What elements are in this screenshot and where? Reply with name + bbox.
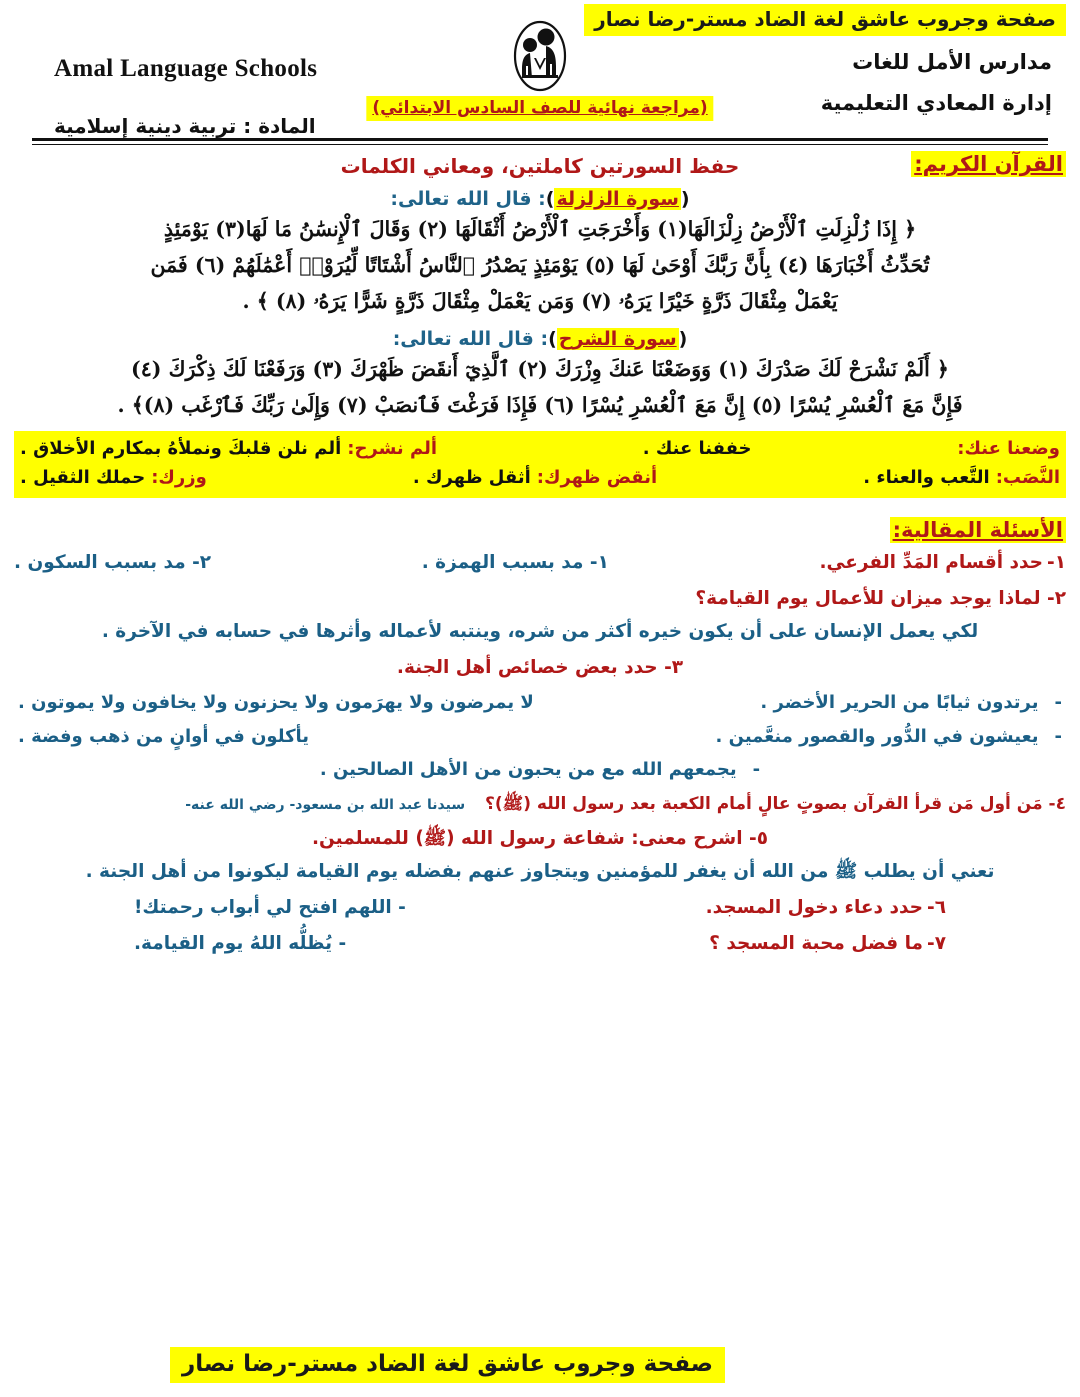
surah-name-sharh: سورة الشرح: [558, 327, 677, 350]
surah-sharh-text: [14, 352, 1066, 424]
question-text: حدد دعاء دخول المسجد.: [705, 897, 924, 919]
meaning-def: حملك الثقيل .: [20, 467, 146, 489]
directorate-name: إدارة المعادي التعليمية: [820, 90, 1052, 115]
quran-line: تُحَدِّثُ أَخْبَارَهَا (٤) بِأَنَّ رَبَّكَ أَوْحَىٰ لَهَا (٥) يَوْمَئِذٍ يَصْدُرُ ٱلنَّاسُ أَشْتَاتًا لِّيُرَوْا۟ أَعْمَٰلَهُمْ (٦) فَمَن: [150, 252, 930, 277]
answer-6-text: - اللهم افتح لي أبواب رحمتك!: [134, 897, 406, 919]
bullet-text-secondary: لا يمرضون ولا يهرَمون ولا يحزنون ولا يخافون ولا يموتون .: [18, 691, 534, 713]
meaning-word: النَّصَب:: [995, 467, 1060, 489]
question-number: ٢-: [1047, 587, 1066, 609]
meaning-def: أثقل ظهرك .: [412, 467, 531, 489]
question-6-row: [14, 894, 1066, 923]
bullet-dash-icon: -: [1054, 725, 1062, 747]
quran-line: ﴿ أَلَمْ نَشْرَحْ لَكَ صَدْرَكَ (١) وَوَضَعْنَا عَنكَ وِزْرَكَ (٢) ٱلَّذِيٓ أَنقَضَ ظَهْرَكَ (٣) وَرَفَعْنَا لَكَ ذِكْرَكَ (٤): [131, 356, 949, 381]
meaning-def: ألم نلن قلبكَ ونملأهُ بمكارم الأخلاق .: [20, 438, 342, 460]
header-right-block: [821, 42, 1052, 124]
meaning-def: التَّعب والعناء .: [863, 467, 990, 489]
quran-line: فَإِنَّ مَعَ ٱلْعُسْرِ يُسْرًا (٥) إِنَّ مَعَ ٱلْعُسْرِ يُسْرًا (٦) فَإِذَا فَرَغْتَ فَٱنصَبْ (٧) وَإِلَىٰ رَبِّكَ فَٱرْغَب (٨)﴾ .: [117, 392, 963, 417]
surah-zalzalah-text: [14, 212, 1066, 320]
header-left-block: [54, 44, 317, 146]
question-text: حدد بعض خصائص أهل الجنة.: [396, 656, 658, 678]
bullet-text: يرتدون ثيابًا من الحرير الأخضر .: [760, 691, 1039, 713]
essay-section-title-text: الأسئلة المقالية:: [890, 517, 1066, 543]
quran-task-line: حفظ السورتين كاملتين، ومعاني الكلمات: [340, 154, 740, 178]
surah-name-zalzalah: سورة الزلزلة: [556, 188, 679, 210]
surah-said-sharh: قال الله تعالى:: [392, 327, 534, 350]
question-number: ٣-: [664, 656, 684, 678]
meaning-word: وضعنا عنك:: [957, 438, 1060, 460]
essay-questions-section: [14, 518, 1066, 958]
question-number: ٥-: [749, 827, 769, 849]
question-1-row: [14, 549, 1066, 578]
meanings-row: [20, 464, 1060, 493]
bullet-text-secondary: يأكلون في أوانٍ من ذهب وفضة .: [18, 725, 310, 747]
surah-heading-sharh: (سورة الشرح): قال الله تعالى:: [392, 327, 688, 350]
surah-heading-zalzalah: (سورة الزلزلة): قال الله تعالى:: [390, 188, 690, 210]
meanings-row: [20, 435, 1060, 464]
question-text: ما فضل محبة المسجد ؟: [709, 932, 924, 954]
answer-7-text: - يُظلُّه اللهُ يوم القيامة.: [134, 932, 347, 954]
word-meanings-block: [14, 431, 1066, 498]
answer-3-bullet: [14, 756, 1066, 784]
top-watermark-banner: صفحة وجروب عاشق لغة الضاد مستر-رضا نصار: [584, 4, 1066, 36]
answer-5-block: تعني أن يطلب ﷺ من الله أن يغفر للمؤمنين ويتجاوز عنهم بفضله يوم القيامة ليكونوا من أهل الجنة .: [85, 861, 995, 883]
meaning-word: أنقض ظهرك:: [536, 467, 658, 489]
question-number: ١-: [1047, 551, 1066, 573]
question-number: ٦-: [927, 897, 946, 919]
bullet-text: يعيشون في الدُّور والقصور منعَّمين .: [715, 725, 1039, 747]
answer-text: ١- مد بسبب الهمزة .: [421, 551, 609, 573]
question-7-row: [14, 930, 1066, 959]
school-name-english: Amal Language Schools: [54, 55, 318, 82]
question-text: حدد أقسام المَدِّ الفرعي.: [819, 551, 1044, 573]
meaning-def: خففنا عنك .: [642, 438, 752, 460]
question-5-row: [14, 825, 1066, 854]
bullet-dash-icon: -: [752, 759, 761, 781]
question-3-row: [14, 654, 1066, 683]
question-text: مَن أول مَن قرأ القرآن بصوتٍ عالٍ أمام الكعبة بعد رسول الله (ﷺ)؟: [485, 794, 1043, 815]
document-header: [14, 0, 1066, 138]
answer-text: ٢- مد بسبب السكون .: [14, 551, 212, 573]
meaning-word: وزرك:: [151, 467, 207, 489]
question-4-row: [14, 791, 1066, 817]
answer-3-bullet: [14, 723, 1066, 751]
document-body: [14, 152, 1066, 958]
question-2-row: [14, 585, 1066, 614]
question-text: لماذا يوجد ميزان للأعمال يوم القيامة؟: [695, 587, 1041, 609]
question-number: ٤-: [1048, 794, 1066, 815]
bottom-watermark-banner: صفحة وجروب عاشق لغة الضاد مستر-رضا نصار: [170, 1347, 725, 1383]
essay-section-title: [14, 518, 1066, 542]
subject-label: المادة : تربية دينية إسلامية: [54, 114, 316, 138]
answer-4-text: سيدنا عبد الله بن مسعود- رضي الله عنه-: [185, 797, 466, 814]
answer-3-bullet: [14, 689, 1066, 717]
question-text: اشرح معنى: شفاعة رسول الله (ﷺ) للمسلمين.: [311, 827, 743, 849]
review-note-badge: (مراجعة نهائية للصف السادس الابتدائي): [366, 96, 713, 121]
bullet-dash-icon: -: [1054, 691, 1062, 713]
quran-line: ﴿ إِذَا زُلْزِلَتِ ٱلْأَرْضُ زِلْزَالَهَا(١) وَأَخْرَجَتِ ٱلْأَرْضُ أَثْقَالَهَا (٢) وَقَالَ ٱلْإِنسَٰنُ مَا لَهَا(٣) يَوْمَئِذٍ: [163, 217, 917, 241]
question-number: ٧-: [927, 932, 946, 954]
amal-schools-logo: [509, 18, 571, 94]
meaning-word: ألم نشرح:: [347, 438, 438, 460]
quran-line: يَعْمَلْ مِثْقَالَ ذَرَّةٍ خَيْرًا يَرَهُۥ (٧) وَمَن يَعْمَلْ مِثْقَالَ ذَرَّةٍ شَرًّا يَرَهُۥ (٨) ﴾ .: [242, 288, 838, 313]
school-name-arabic: مدارس الأمل للغات: [852, 50, 1052, 74]
header-divider: [32, 138, 1048, 141]
surah-said-zalzalah: قال الله تعالى:: [390, 188, 532, 210]
quran-section-title-text: القرآن الكريم:: [911, 151, 1066, 177]
bullet-text: يجمعهم الله مع من يحبون من الأهل الصالحين .: [319, 759, 737, 781]
answer-2-block: لكي يعمل الإنسان على أن يكون خيره أكثر من شره، وينتبه لأعماله وأثرها في حسابه في الآخرة .: [101, 621, 979, 643]
